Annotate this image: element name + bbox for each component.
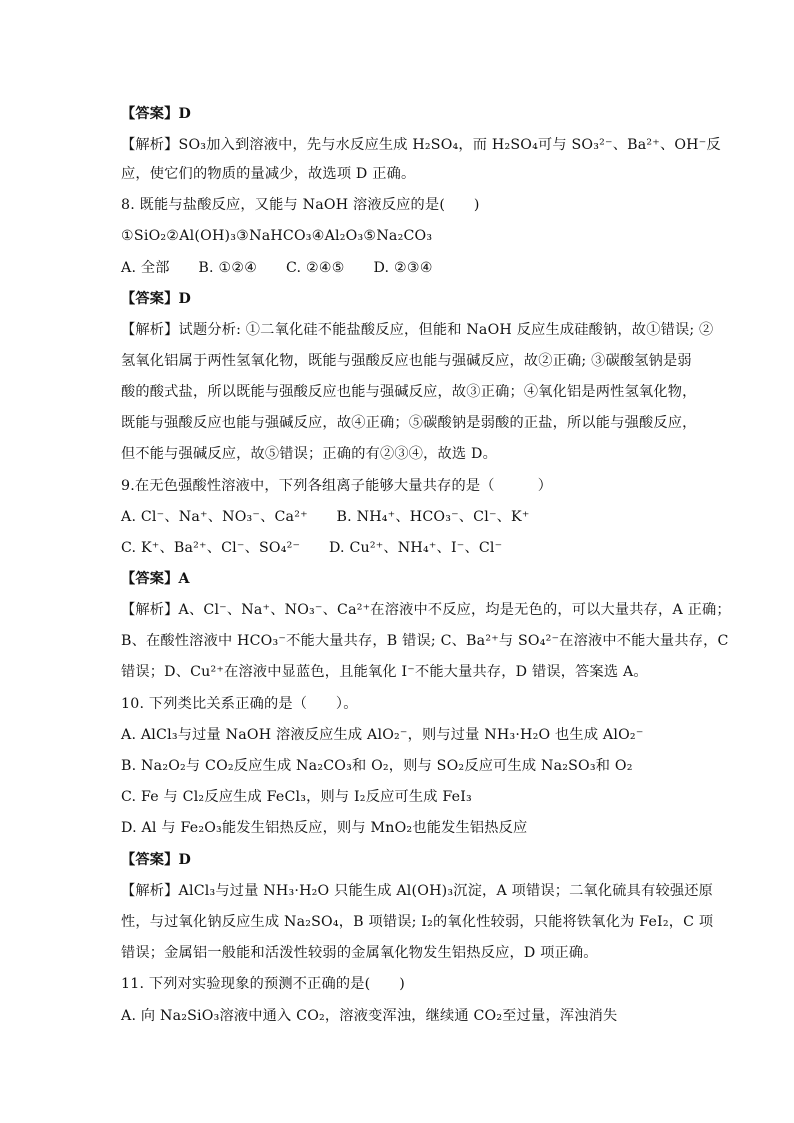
text-line: 【答案】D: [121, 291, 192, 307]
text-line: A. 全部 B. ①②④ C. ②④⑤ D. ②③④: [121, 260, 433, 276]
text-line: A. Cl⁻、Na⁺、NO₃⁻、Ca²⁺ B. NH₄⁺、HCO₃⁻、Cl⁻、K⁺: [121, 509, 530, 525]
text-line: D. Al 与 Fe₂O₃能发生铝热反应，则与 MnO₂也能发生铝热反应: [121, 820, 528, 836]
text-line: C. K⁺、Ba²⁺、Cl⁻、SO₄²⁻ D. Cu²⁺、NH₄⁺、I⁻、Cl⁻: [121, 540, 503, 556]
text-line: B. Na₂O₂与 CO₂反应生成 Na₂CO₃和 O₂，则与 SO₂反应可生成 Na₂SO₃和 O₂: [121, 758, 633, 774]
text-line: 酸的酸式盐，所以既能与强酸反应也能与强碱反应，故③正确；④氧化铝是两性氢氧化物，: [121, 384, 697, 400]
text-line: 错误；D、Cu²⁺在溶液中显蓝色，且能氧化 I⁻不能大量共存，D 错误，答案选 A。: [121, 664, 648, 680]
text-line: B、在酸性溶液中 HCO₃⁻不能大量共存，B 错误; C、Ba²⁺与 SO₄²⁻在溶液中不能大量共存，C: [121, 633, 729, 649]
text-line: 【答案】D: [121, 852, 192, 868]
text-line: 氢氧化铝属于两性氢氧化物，既能与强酸反应也能与强碱反应，故②正确; ③碳酸氢钠是弱: [121, 353, 692, 369]
text-line: 既能与强酸反应也能与强碱反应，故④正确；⑤碳酸钠是弱酸的正盐，所以能与强酸反应，: [121, 415, 697, 431]
text-line: 11. 下列对实验现象的预测不正确的是( ): [121, 976, 405, 992]
text-line: 9.在无色强酸性溶液中，下列各组离子能够大量共存的是（ ）: [121, 478, 553, 494]
text-line: 10. 下列类比关系正确的是（ ）。: [121, 696, 358, 712]
text-line: 8. 既能与盐酸反应，又能与 NaOH 溶液反应的是( ): [121, 197, 480, 213]
text-line: 性，与过氧化钠反应生成 Na₂SO₄，B 项错误; I₂的氧化性较弱，只能将铁氧化为 FeI₂，C 项: [121, 914, 714, 930]
text-line: A. AlCl₃与过量 NaOH 溶液反应生成 AlO₂⁻，则与过量 NH₃·H₂O 也生成 AlO₂⁻: [121, 727, 644, 743]
text-line: 【解析】试题分析: ①二氧化硅不能盐酸反应，但能和 NaOH 反应生成硅酸钠，故①错误; ②: [121, 322, 714, 338]
text-line: A. 向 Na₂SiO₃溶液中通入 CO₂，溶液变浑浊，继续通 CO₂至过量，浑浊消失: [121, 1008, 618, 1024]
text-line: 【解析】SO₃加入到溶液中，先与水反应生成 H₂SO₄，而 H₂SO₄可与 SO₃²⁻、Ba²⁺、OH⁻反: [121, 137, 721, 153]
text-line: 应，使它们的物质的量减少，故选项 D 正确。: [121, 166, 416, 182]
text-line: 错误；金属铝一般能和活泼性较弱的金属氧化物发生铝热反应，D 项正确。: [121, 945, 598, 961]
text-line: 【答案】D: [121, 106, 192, 122]
text-line: 【解析】AlCl₃与过量 NH₃·H₂O 只能生成 Al(OH)₃沉淀，A 项错误；二氧化硫具有较强还原: [121, 883, 714, 899]
text-line: 但不能与强碱反应，故⑤错误；正确的有②③④，故选 D。: [121, 446, 497, 462]
text-line: C. Fe 与 Cl₂反应生成 FeCl₃，则与 I₂反应可生成 FeI₃: [121, 789, 472, 805]
text-line: ①SiO₂②Al(OH)₃③NaHCO₃④Al₂O₃⑤Na₂CO₃: [121, 228, 433, 244]
text-line: 【答案】A: [121, 571, 190, 587]
text-line: 【解析】A、Cl⁻、Na⁺、NO₃⁻、Ca²⁺在溶液中不反应，均是无色的，可以大量共存，A 正确；: [121, 602, 731, 618]
